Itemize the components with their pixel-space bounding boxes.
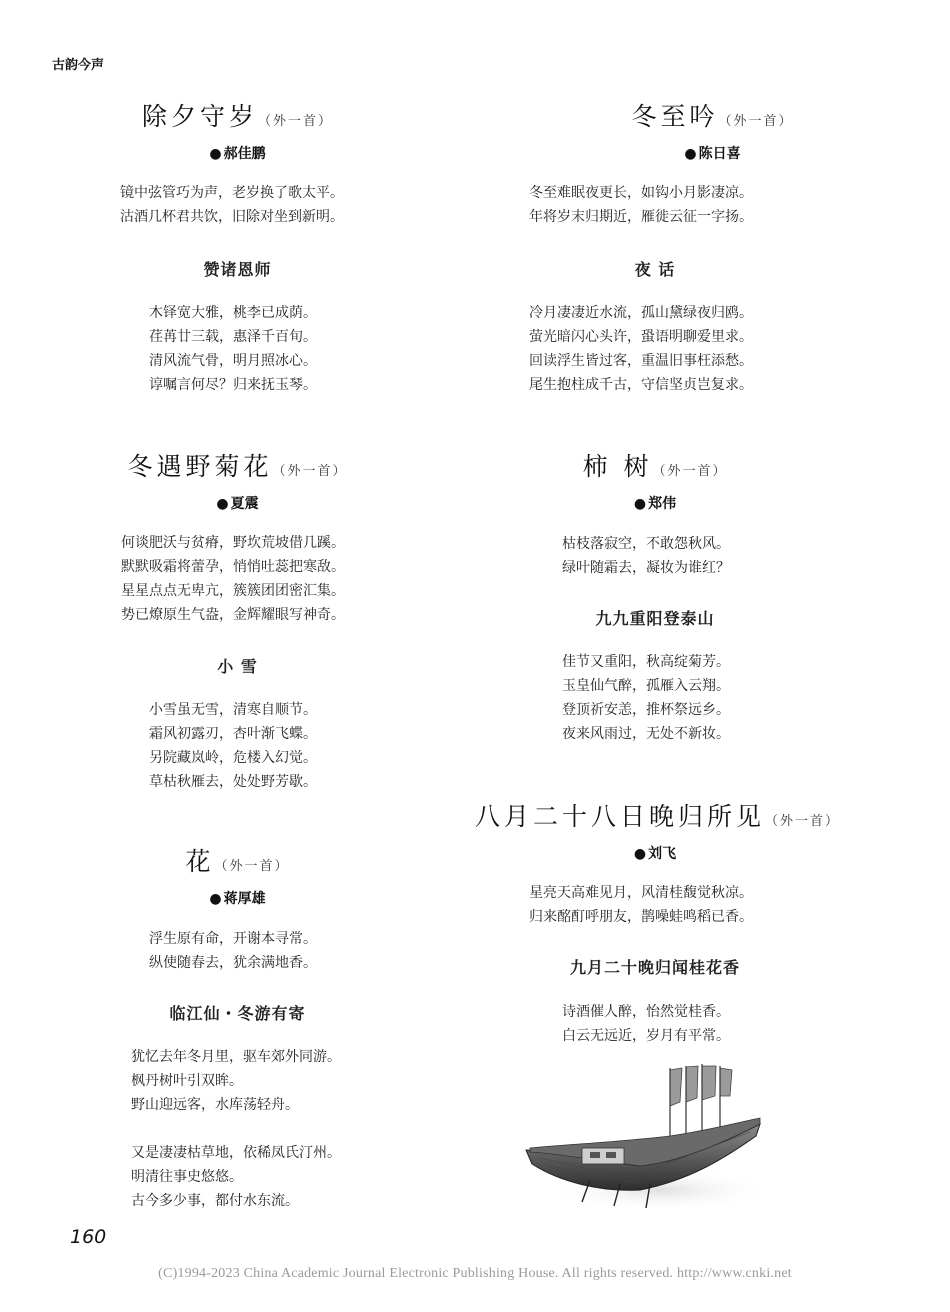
poem-line: 诗酒催人醉，怡然觉桂香。	[562, 1004, 730, 1020]
poem-line: 冷月凄凄近水流，孤山黛绿夜归鸥。	[529, 305, 753, 321]
poem-title: 冬遇野菊花	[127, 452, 273, 481]
poem-line: 尾生抱柱成千古，守信坚贞岂复求。	[529, 377, 753, 393]
sub-poem-title: 夜 话	[634, 260, 676, 279]
poem-line: 年将岁末归期近，雁徙云征一字扬。	[529, 209, 753, 225]
poem-title: 花	[185, 847, 215, 876]
author-name: 郝佳鹏	[223, 146, 266, 162]
author-name: 夏震	[230, 496, 259, 512]
poem-extra-note: （外一首）	[765, 814, 841, 829]
poem-line: 绿叶随霜去，凝妆为谁红？	[562, 560, 730, 576]
poem-title: 除夕守岁	[141, 102, 258, 131]
poem-line: 犹忆去年冬月里，驱车郊外同游。	[131, 1049, 341, 1065]
sub-poem-title: 小 雪	[217, 657, 258, 676]
left-column	[0, 0, 475, 1260]
poem-title-line	[475, 450, 835, 489]
poem-title-line	[0, 100, 475, 139]
poem-line: 野山迎远客，水库荡轻舟。	[131, 1097, 299, 1113]
poem-line: 回读浮生皆过客，重温旧事枉添愁。	[529, 353, 753, 369]
poem-line: 星亮天高难见月，风清桂馥觉秋凉。	[529, 885, 753, 901]
poem-lines	[562, 532, 730, 580]
poem-author	[475, 143, 950, 163]
poem-lines	[149, 927, 317, 975]
bullet-icon: ●	[216, 496, 229, 512]
poem-extra-note: （外一首）	[258, 114, 334, 129]
poem-author	[0, 888, 475, 908]
bullet-icon: ●	[684, 146, 697, 162]
poem-title-line	[475, 800, 841, 839]
poem-line: 霜风初露刃，杏叶渐飞蝶。	[149, 726, 317, 742]
poem-group-chuxi	[0, 100, 475, 393]
poem-line: 星星点点无卑亢，簇簇团团密汇集。	[121, 583, 345, 599]
poem-lines	[121, 531, 345, 627]
sub-poem-title: 九月二十晚归闻桂花香	[569, 958, 740, 977]
poem-line: 何谈肥沃与贫瘠，野坎荒坡借几蹊。	[121, 535, 345, 551]
sub-poem-lines	[131, 1045, 341, 1117]
poem-title: 柿 树	[582, 452, 653, 481]
poem-group-shishu	[475, 450, 950, 742]
poem-line: 默默吸霜将蕾孕，悄悄吐蕊把寒敌。	[121, 559, 345, 575]
poem-extra-note: （外一首）	[214, 859, 290, 874]
poem-line: 沽酒几杯君共饮，旧除对坐到新明。	[120, 209, 344, 225]
poem-title-line	[0, 450, 475, 489]
poem-lines	[120, 181, 344, 229]
sub-poem-lines	[562, 1000, 730, 1048]
poem-extra-note: （外一首）	[718, 114, 794, 129]
poem-line: 夜来风雨过，无处不新妆。	[562, 726, 730, 742]
poem-author	[0, 493, 475, 513]
poem-line: 小雪虽无雪，清寒自顺节。	[149, 702, 317, 718]
sub-poem-title: 九九重阳登泰山	[595, 609, 715, 628]
author-name: 陈日喜	[698, 146, 741, 162]
poem-line: 谆嘱言何尽？归来抚玉琴。	[149, 377, 317, 393]
poem-line: 镜中弦管巧为声，老岁换了歌太平。	[120, 185, 344, 201]
sub-poem-lines	[562, 650, 730, 746]
poem-line: 清风流气骨，明月照冰心。	[149, 353, 317, 369]
author-name: 郑伟	[648, 496, 677, 512]
poem-group-dongzhi	[475, 100, 950, 393]
author-name: 刘飞	[648, 846, 677, 862]
poem-line: 另院藏岚岭，危楼入幻觉。	[149, 750, 317, 766]
poem-line: 白云无远近，岁月有平常。	[562, 1028, 730, 1044]
poem-author	[475, 843, 835, 863]
sub-poem-title: 赞诸恩师	[203, 260, 272, 279]
sub-poem-lines	[149, 698, 317, 794]
copyright-footer: (C)1994-2023 China Academic Journal Electronic Publishing House. All rights reserved. http://www.cnki.net	[158, 1266, 792, 1281]
poem-line: 又是凄凄枯草地，依稀凤氏汀州。	[131, 1145, 341, 1161]
poem-line: 木铎宽大雅，桃李已成荫。	[149, 305, 317, 321]
poem-lines	[529, 181, 753, 229]
poem-line: 萤光暗闪心头许，蛩语明聊爱里求。	[529, 329, 753, 345]
poem-line: 枫丹树叶引双眸。	[131, 1073, 243, 1089]
sail-banners	[670, 1066, 732, 1106]
poem-author	[0, 143, 475, 163]
poem-title-line	[475, 100, 950, 139]
bullet-icon: ●	[633, 496, 647, 512]
poem-extra-note: （外一首）	[652, 464, 728, 479]
sub-poem-title: 临江仙・冬游有寄	[169, 1004, 306, 1023]
bullet-icon: ●	[633, 846, 647, 862]
poem-group-hua	[0, 845, 475, 1209]
page-number: 160	[70, 1226, 107, 1248]
boat-cabin	[582, 1148, 624, 1164]
poem-line: 势已燎原生气盎，金辉耀眼写神奇。	[121, 607, 345, 623]
poem-line: 草枯秋雁去，处处野芳歇。	[149, 774, 317, 790]
poem-line: 古今多少事，都付水东流。	[131, 1193, 299, 1209]
sub-poem-lines	[149, 301, 317, 397]
poem-author	[475, 493, 835, 513]
poem-line: 枯枝落寂空，不敢怨秋风。	[562, 536, 730, 552]
bullet-icon: ●	[209, 891, 222, 907]
poem-title: 八月二十八日晚归所见	[475, 802, 766, 831]
poem-group-bayue	[475, 800, 950, 1044]
poem-lines	[529, 881, 753, 929]
poem-line: 归来酩酊呼朋友，鹊噪蛙鸣稻已香。	[529, 909, 753, 925]
poem-line: 登顶祈安恙，推杯祭远乡。	[562, 702, 730, 718]
boat-illustration	[520, 1062, 770, 1212]
poem-title-line	[0, 845, 475, 884]
poem-extra-note: （外一首）	[272, 464, 348, 479]
bullet-icon: ●	[209, 146, 222, 162]
sub-poem-lines-stanza2	[131, 1141, 341, 1213]
poem-line: 浮生原有命，开谢本寻常。	[149, 931, 317, 947]
section-tag: 古韵今声	[52, 58, 105, 73]
poem-line: 玉皇仙气醉，孤雁入云翔。	[562, 678, 730, 694]
author-name: 蒋厚雄	[223, 891, 266, 907]
poem-line: 荏苒廿三载，惠泽千百旬。	[149, 329, 317, 345]
poem-title: 冬至吟	[631, 102, 719, 131]
poem-line: 冬至难眠夜更长，如钩小月影凄凉。	[529, 185, 753, 201]
poem-group-juhua	[0, 450, 475, 790]
poem-line: 纵使随春去，犹余满地香。	[149, 955, 317, 971]
poem-line: 佳节又重阳，秋高绽菊芳。	[562, 654, 730, 670]
sub-poem-lines	[529, 301, 753, 397]
poem-line: 明清往事史悠悠。	[131, 1169, 243, 1185]
